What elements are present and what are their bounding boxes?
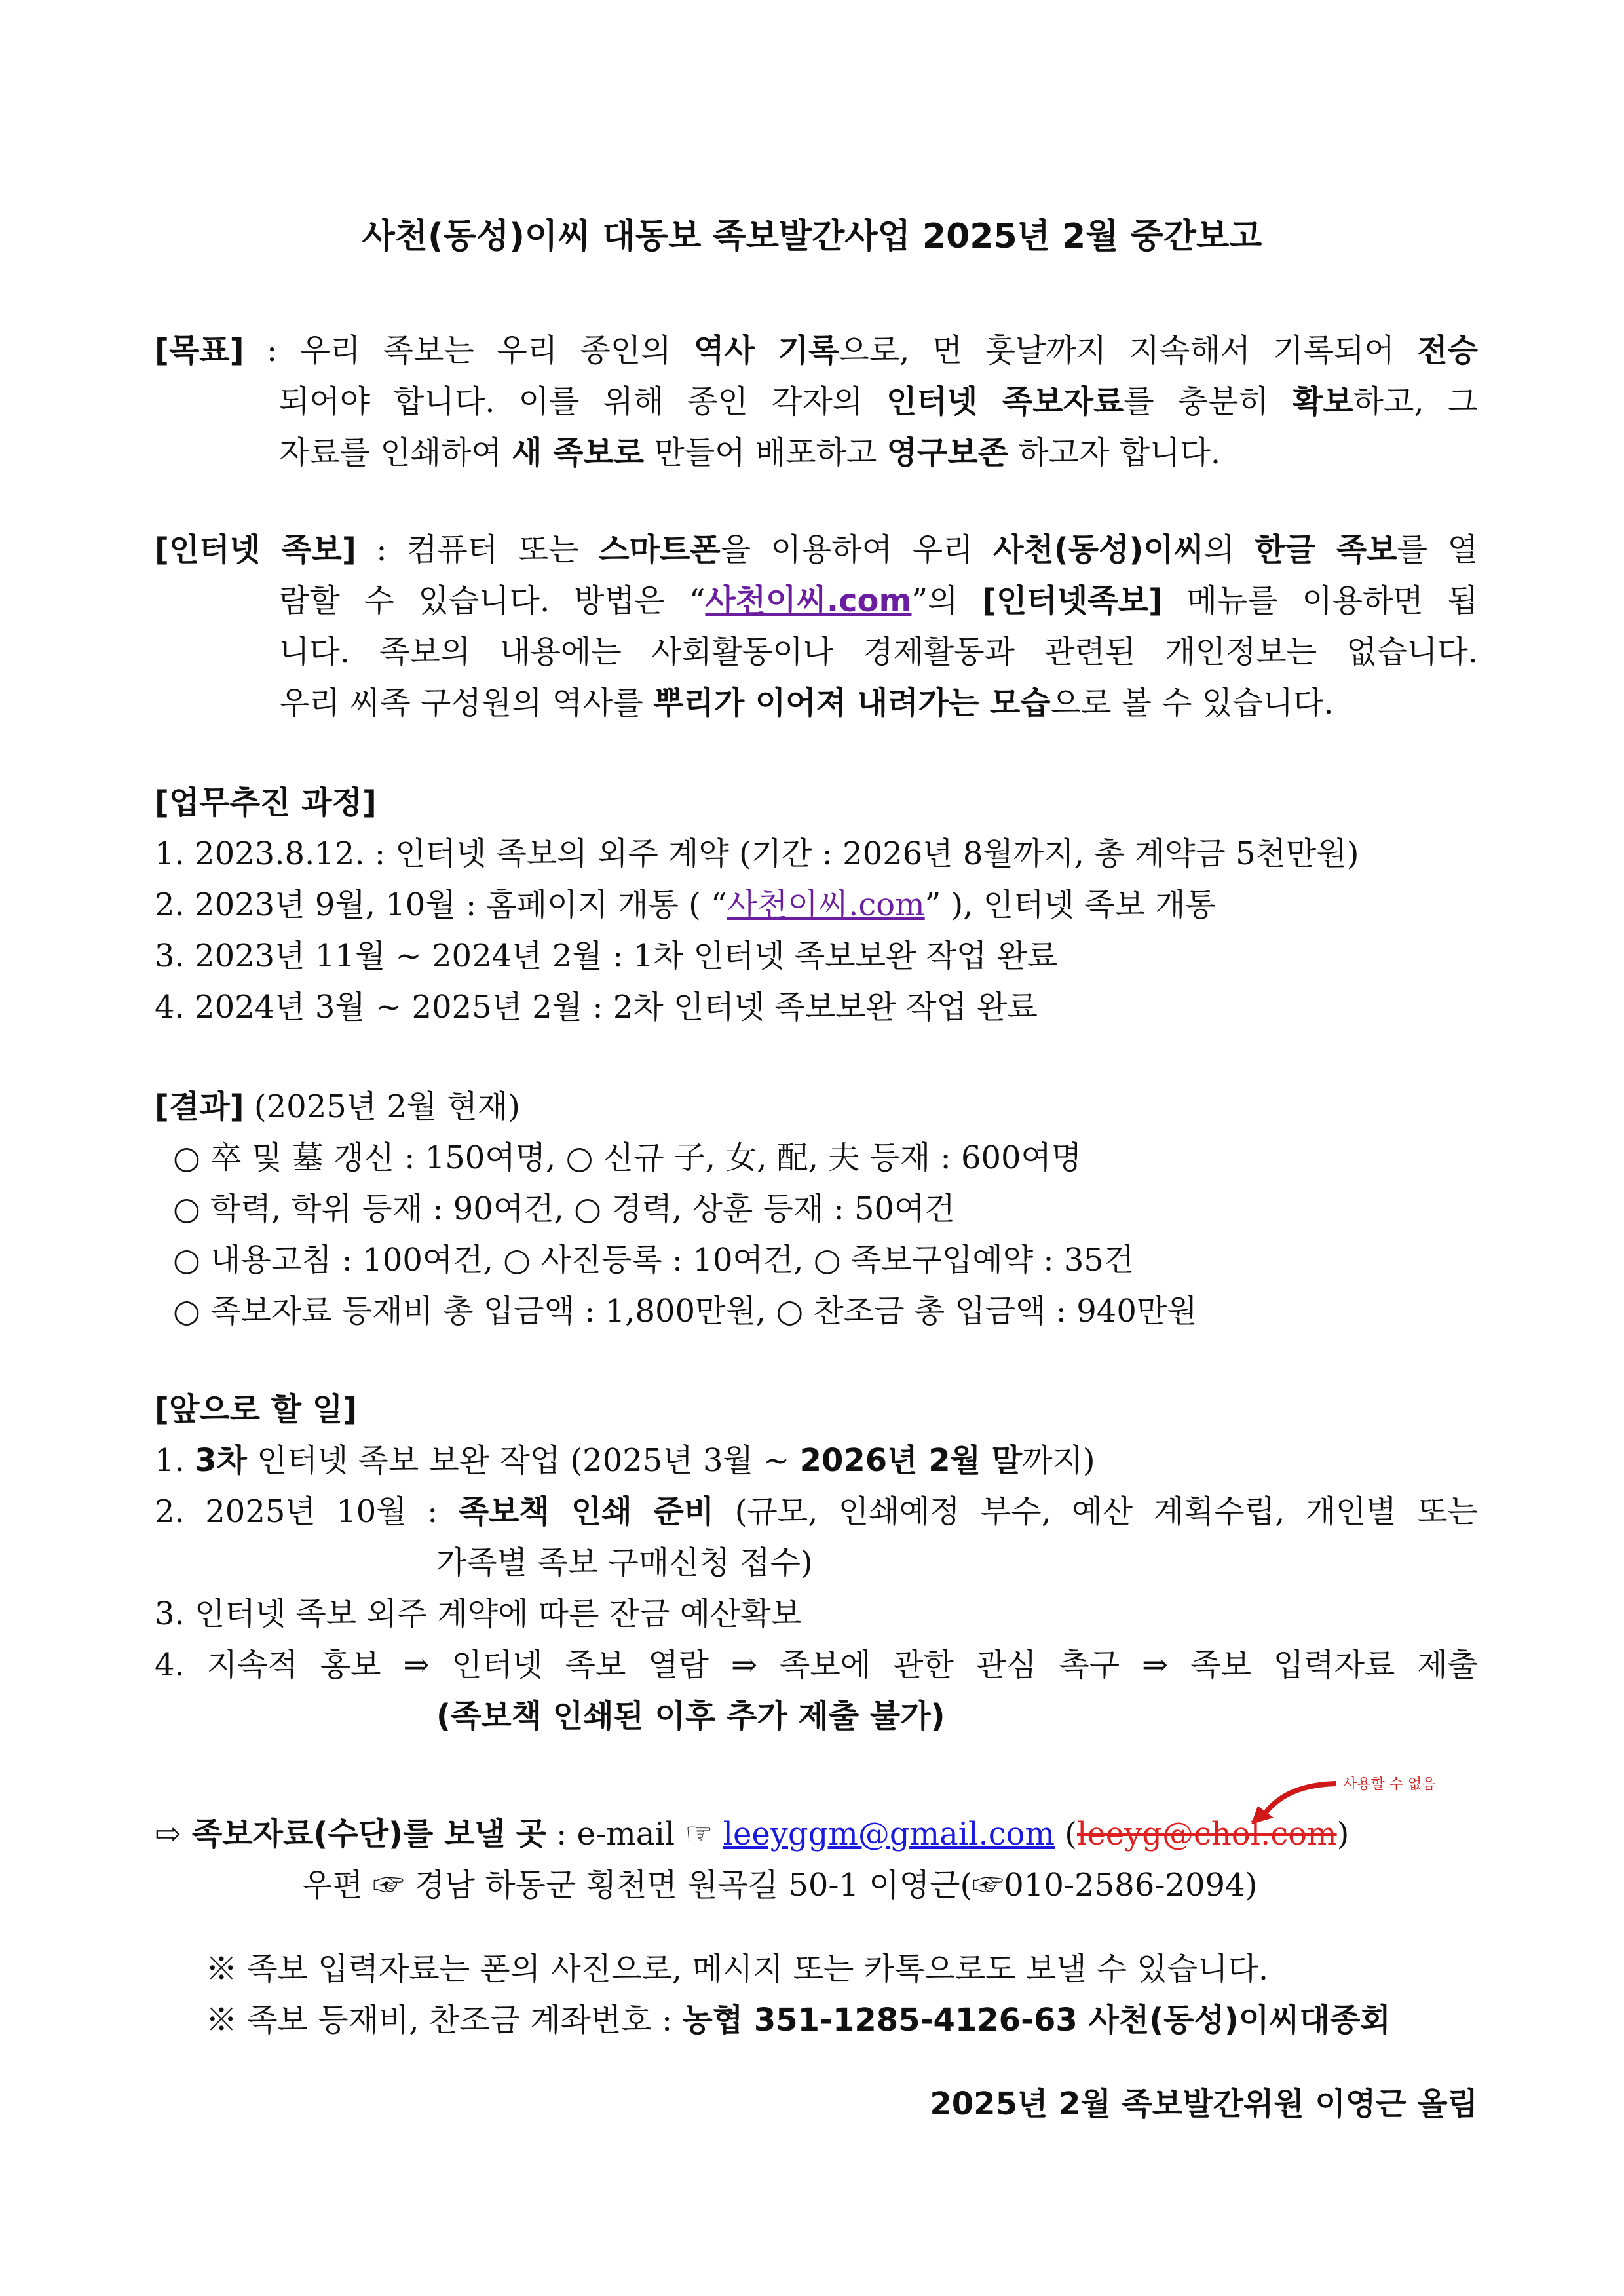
future-heading: [앞으로 할 일] <box>155 1391 358 1428</box>
goal-line-2: 되어야 합니다. 이를 위해 종인 각자의 인터넷 족보자료를 충분히 확보하고, 그 <box>279 383 1478 420</box>
website-link[interactable]: 사천이씨.com <box>705 583 912 619</box>
result-row-4: ○ 족보자료 등재비 총 입금액 : 1,800만원, ○ 찬조금 총 입금액 : 940만원 <box>173 1293 1198 1330</box>
pointer-arrow-icon: ⇨ <box>155 1816 181 1852</box>
process-item-2: 2. 2023년 9월, 10월 : 홈페이지 개통 ( “사천이씨.com” ), 인터넷 족보 개통 <box>155 887 1216 923</box>
process-item-1: 1. 2023.8.12. : 인터넷 족보의 외주 계약 (기간 : 2026년 8월까지, 총 계약금 5천만원) <box>155 835 1359 872</box>
note-2: ※ 족보 등재비, 찬조금 계좌번호 : 농협 351-1285-4126-63 사천(동성)이씨대종회 <box>206 2002 1391 2038</box>
process-section <box>155 777 1478 1033</box>
notes-section <box>155 1943 1478 2046</box>
note-1: ※ 족보 입력자료는 폰의 사진으로, 메시지 또는 카톡으로도 보낼 수 있습니다. <box>206 1951 1269 1987</box>
future-item-2-cont: 가족별 족보 구매신청 접수) <box>436 1544 813 1581</box>
send-post-line: 우편 ☞ 경남 하동군 횡천면 원곡길 50-1 이영근(☞010-2586-2094) <box>302 1867 1258 1904</box>
result-section <box>155 1081 1478 1337</box>
send-section <box>155 1808 1478 1911</box>
goal-line-3: 자료를 인쇄하여 새 족보로 만들어 배포하고 영구보존 하고자 합니다. <box>279 434 1221 471</box>
signature: 2025년 2월 족보발간위원 이영근 올림 <box>930 2086 1478 2122</box>
old-email: leeyg@chol.com <box>1076 1816 1337 1852</box>
website-link-2[interactable]: 사천이씨.com <box>727 887 925 923</box>
process-item-4: 4. 2024년 3월 ~ 2025년 2월 : 2차 인터넷 족보보완 작업 완료 <box>155 989 1038 1025</box>
unusable-note: 사용할 수 없음 <box>1343 1776 1436 1793</box>
document-title: 사천(동성)이씨 대동보 족보발간사업 2025년 2월 중간보고 <box>362 217 1262 256</box>
internet-line-1: [인터넷 족보] : 컴퓨터 또는 스마트폰을 이용하여 우리 사천(동성)이씨의 한글 족보를 열 <box>155 531 1478 568</box>
result-row-2: ○ 학력, 학위 등재 : 90여건, ○ 경력, 상훈 등재 : 50여건 <box>173 1191 955 1227</box>
future-item-1: 1. 3차 인터넷 족보 보완 작업 (2025년 3월 ~ 2026년 2월 말까지) <box>155 1442 1095 1479</box>
result-row-3: ○ 내용고침 : 100여건, ○ 사진등록 : 10여건, ○ 족보구입예약 : 35건 <box>173 1242 1135 1278</box>
internet-line-3: 니다. 족보의 내용에는 사회활동이나 경제활동과 관련된 개인정보는 없습니다. <box>279 634 1478 670</box>
future-item-3: 3. 인터넷 족보 외주 계약에 따른 잔금 예산확보 <box>155 1596 802 1632</box>
result-heading: [결과] (2025년 2월 현재) <box>155 1088 521 1125</box>
future-item-2: 2. 2025년 10월 : 족보책 인쇄 준비 (규모, 인쇄예정 부수, 예산 계획수립, 개인별 또는 <box>155 1493 1478 1530</box>
email-link[interactable]: leeyggm@gmail.com <box>723 1816 1055 1852</box>
future-section <box>155 1384 1478 1742</box>
send-email-line: ⇨ 족보자료(수단)를 보낼 곳 : e-mail ☞ leeyggm@gmail.com (leeyg@chol.com) <box>155 1816 1350 1852</box>
process-item-3: 3. 2023년 11월 ~ 2024년 2월 : 1차 인터넷 족보보완 작업 완료 <box>155 938 1058 974</box>
future-item-4-cont: (족보책 인쇄된 이후 추가 제출 불가) <box>436 1698 945 1734</box>
internet-section <box>155 524 1478 729</box>
goal-line-1: [목표] : 우리 족보는 우리 종인의 역사 기록으로, 먼 훗날까지 지속해서 기록되어 전승 <box>155 332 1478 369</box>
internet-line-2: 람할 수 있습니다. 방법은 “사천이씨.com”의 [인터넷족보] 메뉴를 이용하면 됩 <box>279 583 1478 619</box>
goal-section <box>155 325 1478 478</box>
future-item-4: 4. 지속적 홍보 ⇒ 인터넷 족보 열람 ⇒ 족보에 관한 관심 촉구 ⇒ 족보 입력자료 제출 <box>155 1647 1478 1683</box>
process-heading: [업무추진 과정] <box>155 784 377 821</box>
internet-line-4: 우리 씨족 구성원의 역사를 뿌리가 이어져 내려가는 모습으로 볼 수 있습니다. <box>279 685 1334 721</box>
result-row-1: ○ 卒 및 墓 갱신 : 150여명, ○ 신규 子, 女, 配, 夫 등재 : 600여명 <box>173 1139 1082 1176</box>
